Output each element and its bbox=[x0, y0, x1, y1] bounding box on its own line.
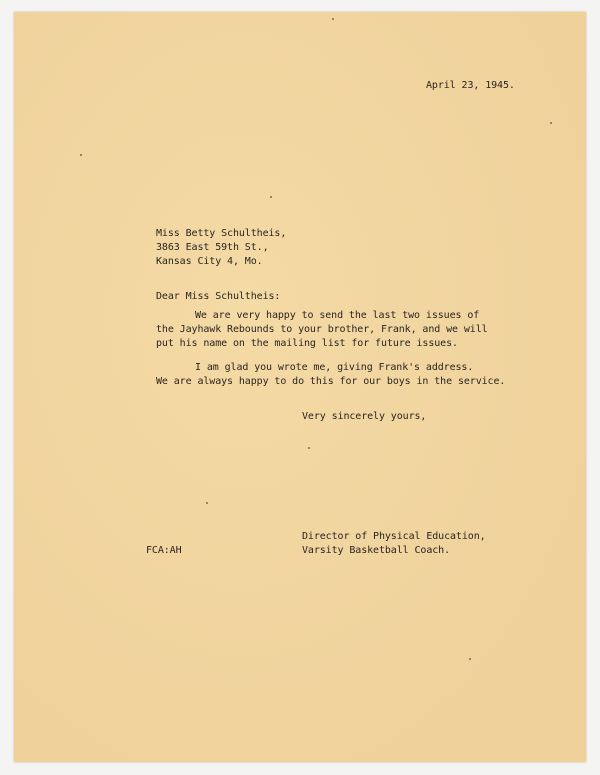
paragraph-1-line: the Jayhawk Rebounds to your brother, Frank, and we will bbox=[156, 324, 488, 335]
paper-speck bbox=[308, 447, 310, 449]
paragraph-2-line: I am glad you wrote me, giving Frank's address. bbox=[195, 362, 474, 373]
signature-title-line: Varsity Basketball Coach. bbox=[302, 545, 451, 556]
paper-speck bbox=[80, 154, 82, 156]
paragraph-2-line: We are always happy to do this for our boys in the service. bbox=[156, 376, 506, 387]
paper-speck bbox=[469, 658, 471, 660]
recipient-name: Miss Betty Schultheis, bbox=[156, 228, 287, 239]
paper-speck bbox=[332, 18, 334, 20]
salutation: Dear Miss Schultheis: bbox=[156, 291, 281, 302]
signature-title-line: Director of Physical Education, bbox=[302, 531, 486, 542]
recipient-street: 3863 East 59th St., bbox=[156, 242, 269, 253]
paper-speck bbox=[270, 196, 272, 198]
letter-page bbox=[14, 12, 586, 762]
letter-date: April 23, 1945. bbox=[426, 80, 515, 91]
paragraph-1-line: We are very happy to send the last two issues of bbox=[195, 310, 480, 321]
typist-initials: FCA:AH bbox=[146, 545, 182, 556]
paper-speck bbox=[550, 122, 552, 124]
paragraph-1-line: put his name on the mailing list for future issues. bbox=[156, 338, 458, 349]
complimentary-closing: Very sincerely yours, bbox=[302, 411, 427, 422]
paper-speck bbox=[206, 502, 208, 504]
recipient-city: Kansas City 4, Mo. bbox=[156, 256, 263, 267]
